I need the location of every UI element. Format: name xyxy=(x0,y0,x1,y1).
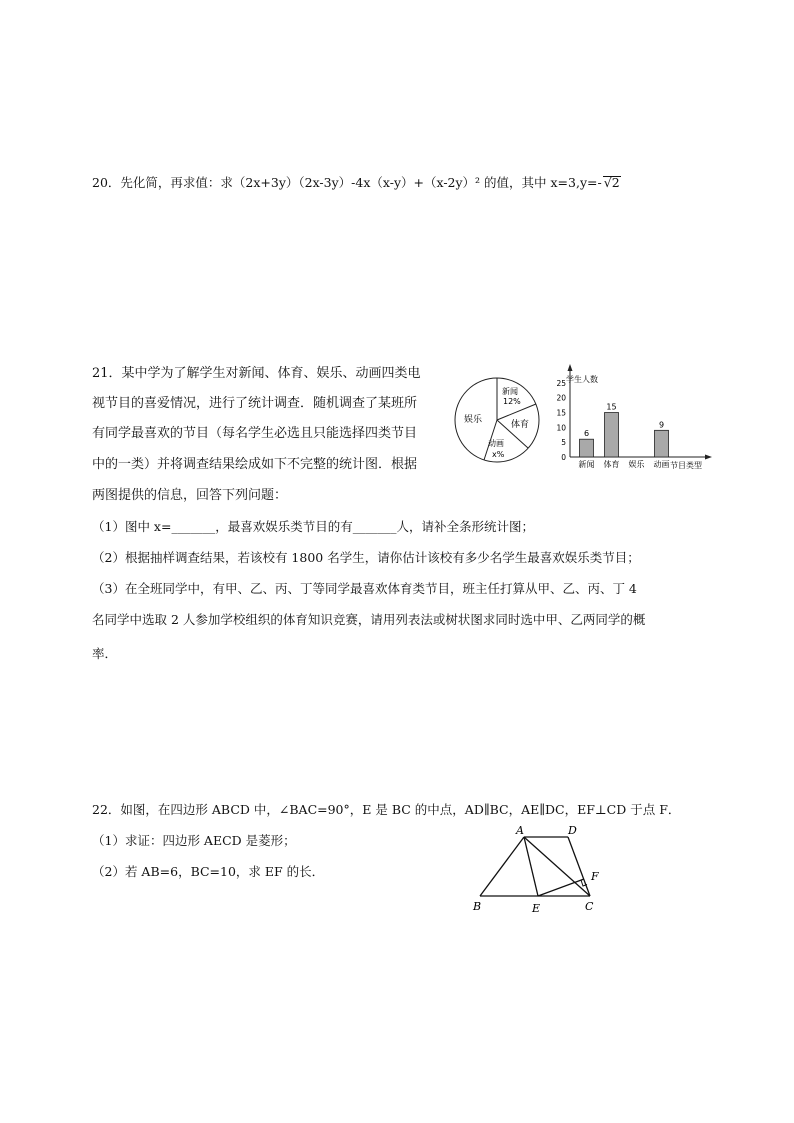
label-F: F xyxy=(591,870,599,883)
sqrt-symbol: √2 xyxy=(603,175,620,190)
segment-AB xyxy=(480,837,524,896)
q21-line-3: 有同学最喜欢的节目（每名学生必选且只能选择四类节目 xyxy=(92,426,418,441)
y-tick-label: 5 xyxy=(561,438,566,448)
q20-radicand: 2 xyxy=(611,175,620,190)
bar-chart xyxy=(548,362,714,474)
q21-part-4: 名同学中选取 2 人参加学校组织的体育知识竞赛，请用列表法或树状图求同时选中甲、乙两同学的概 xyxy=(92,612,646,627)
segment-EF xyxy=(538,879,584,896)
label-B: B xyxy=(473,900,482,913)
quadrilateral-figure xyxy=(470,818,610,918)
pie-label-ent: 娱乐 xyxy=(464,415,483,425)
y-tick-label: 0 xyxy=(561,453,566,462)
label-A: A xyxy=(516,824,524,837)
pie-label-news: 新闻 xyxy=(502,387,518,396)
y-tick-label: 25 xyxy=(556,378,566,388)
q21-line-1: 21．某中学为了解学生对新闻、体育、娱乐、动画四类电 xyxy=(92,366,421,381)
q21-line-4: 中的一类）并将调查结果绘成如下不完整的统计图．根据 xyxy=(92,457,418,472)
pie-label-sport: 体育 xyxy=(511,420,530,430)
q21-part-3: （3）在全班同学中，有甲、乙、丙、丁等同学最喜欢体育类节目，班主任打算从甲、乙、丙、丁 4 xyxy=(92,581,637,596)
bar xyxy=(605,413,619,457)
segment-DC xyxy=(568,837,590,896)
x-tick-label: 娱乐 xyxy=(628,460,645,469)
q22-part-1: （1）求证：四边形 AECD 是菱形； xyxy=(92,833,296,848)
q21-part-2: （2）根据抽样调查结果，若该校有 1800 名学生，请你估计该校有多少名学生最喜欢娱乐类节目； xyxy=(92,550,640,565)
pie-label-anim-pct: x% xyxy=(492,450,505,459)
pie-chart xyxy=(452,375,542,465)
x-axis-arrow xyxy=(705,455,712,460)
y-axis-label: 学生人数 xyxy=(566,375,598,384)
bar xyxy=(655,430,669,457)
q22-part-2: （2）若 AB=6，BC=10，求 EF 的长． xyxy=(92,864,325,879)
q21-part-5: 率． xyxy=(92,646,118,661)
q22-text: 22．如图，在四边形 ABCD 中，∠BAC=90°，E 是 BC 的中点，AD∥BC，AE∥DC，EF⊥CD 于点 F． xyxy=(92,802,681,817)
q21-part-1: （1）图中 x=_______，最喜欢娱乐类节目的有_______人，请补全条形统计图； xyxy=(92,519,534,534)
bar-value-label: 9 xyxy=(658,420,665,430)
q21-line-2: 视节目的喜爱情况，进行了统计调查．随机调查了某班所 xyxy=(92,396,418,411)
label-E: E xyxy=(532,902,541,915)
q21-line-5: 两图提供的信息，回答下列问题： xyxy=(92,488,288,503)
x-tick-label: 动画 xyxy=(653,460,670,469)
y-tick-label: 15 xyxy=(556,408,566,418)
bar-value-label: 15 xyxy=(606,402,617,412)
x-tick-label: 体育 xyxy=(603,460,620,469)
label-D: D xyxy=(568,824,577,837)
pie-label-anim: 动画 xyxy=(488,439,504,448)
label-C: C xyxy=(585,900,594,913)
x-tick-label: 新闻 xyxy=(578,460,595,469)
q20-sqrt-prefix: - xyxy=(597,175,602,190)
bar-value-label: 6 xyxy=(583,429,590,439)
bar xyxy=(580,439,594,457)
segment-AC xyxy=(524,837,590,896)
y-tick-label: 20 xyxy=(556,393,566,403)
y-tick-label: 10 xyxy=(556,423,566,433)
segment-AE xyxy=(524,837,538,896)
x-axis-label: 节目类型 xyxy=(670,461,702,470)
q20-main: 20．先化简，再求值：求（2x+3y）（2x-3y）-4x（x-y）+（x-2y）² 的值，其中 x=3,y= xyxy=(92,175,598,190)
y-axis-arrow xyxy=(568,364,573,371)
pie-label-news-pct: 12% xyxy=(503,397,521,406)
q20-text xyxy=(92,175,621,191)
